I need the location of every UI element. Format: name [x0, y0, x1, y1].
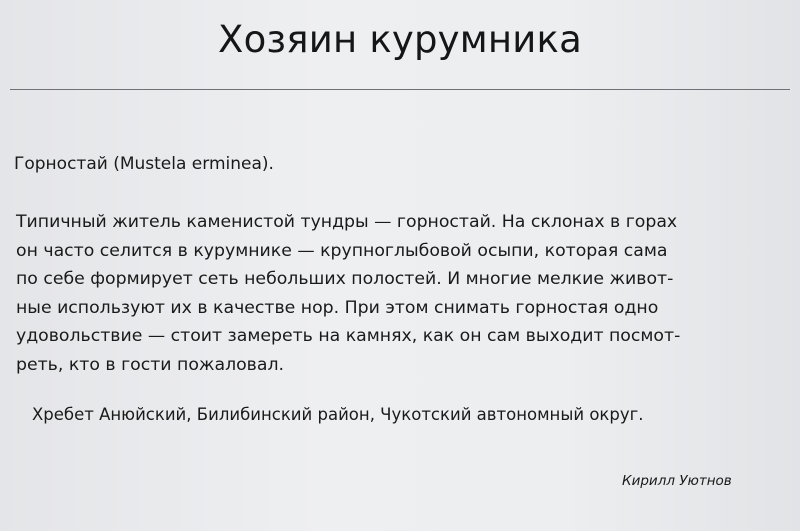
- location-caption: Хребет Анюйский, Билибинский район, Чукотский автономный округ.: [32, 405, 644, 424]
- label-title: Хозяин курумника: [218, 18, 582, 61]
- paragraph-line: реть, кто в гости пожаловал.: [16, 354, 284, 375]
- paragraph-line: он часто селится в курумнике — крупноглыбовой осыпи, которая сама: [16, 240, 668, 261]
- paragraph-line: по себе формирует сеть небольших полостей. И многие мелкие живот-: [16, 269, 674, 290]
- author-credit: Кирилл Уютнов: [622, 473, 732, 489]
- paragraph-line: удовольствие — стоит замереть на камнях, как он сам выходит посмот-: [16, 326, 681, 347]
- description-paragraph: [16, 208, 680, 380]
- species-name: Горностай (Mustela erminea).: [14, 154, 274, 174]
- title-divider: [10, 89, 790, 90]
- paragraph-line: ные используют их в качестве нор. При этом снимать горностая одно: [16, 297, 659, 318]
- paragraph-line: Типичный житель каменистой тундры — горностай. На склонах в горах: [16, 212, 678, 232]
